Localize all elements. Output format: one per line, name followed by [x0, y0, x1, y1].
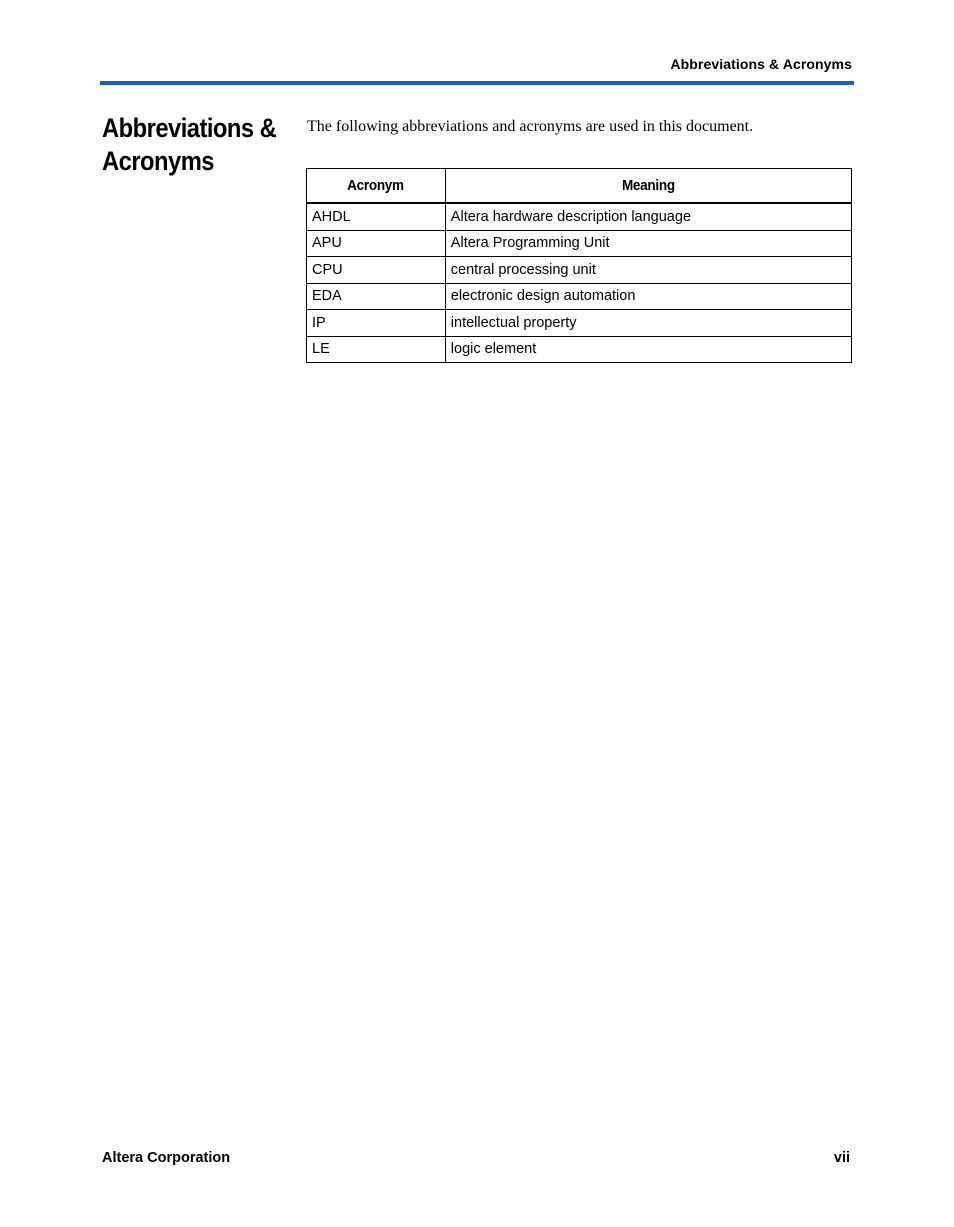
table-row	[307, 310, 852, 337]
footer-page-number: vii	[833, 1150, 850, 1166]
acronym-table	[306, 168, 852, 363]
table-row	[307, 336, 852, 363]
running-header: Abbreviations & Acronyms	[670, 56, 852, 72]
table-header-row	[307, 169, 852, 204]
table-row	[307, 257, 852, 284]
header-rule	[100, 81, 854, 85]
acronym-cell: EDA	[307, 283, 446, 310]
meaning-cell: Altera hardware description language	[445, 203, 851, 230]
intro-paragraph: The following abbreviations and acronyms are used in this document.	[307, 118, 754, 135]
footer-company: Altera Corporation	[102, 1150, 231, 1166]
acronym-cell: APU	[307, 230, 446, 257]
table-row	[307, 203, 852, 230]
meaning-cell: Altera Programming Unit	[445, 230, 851, 257]
acronym-cell: CPU	[307, 257, 446, 284]
section-title-line2: Acronyms	[102, 146, 214, 176]
section-title	[102, 112, 277, 178]
meaning-cell: electronic design automation	[445, 283, 851, 310]
column-header-meaning: Meaning	[445, 169, 851, 204]
meaning-cell: intellectual property	[445, 310, 851, 337]
column-header-acronym: Acronym	[307, 169, 446, 204]
acronym-cell: IP	[307, 310, 446, 337]
section-title-line1: Abbreviations &	[102, 113, 277, 143]
meaning-cell: central processing unit	[445, 257, 851, 284]
table-row	[307, 230, 852, 257]
table-row	[307, 283, 852, 310]
acronym-cell: LE	[307, 336, 446, 363]
meaning-cell: logic element	[445, 336, 851, 363]
acronym-cell: AHDL	[307, 203, 446, 230]
